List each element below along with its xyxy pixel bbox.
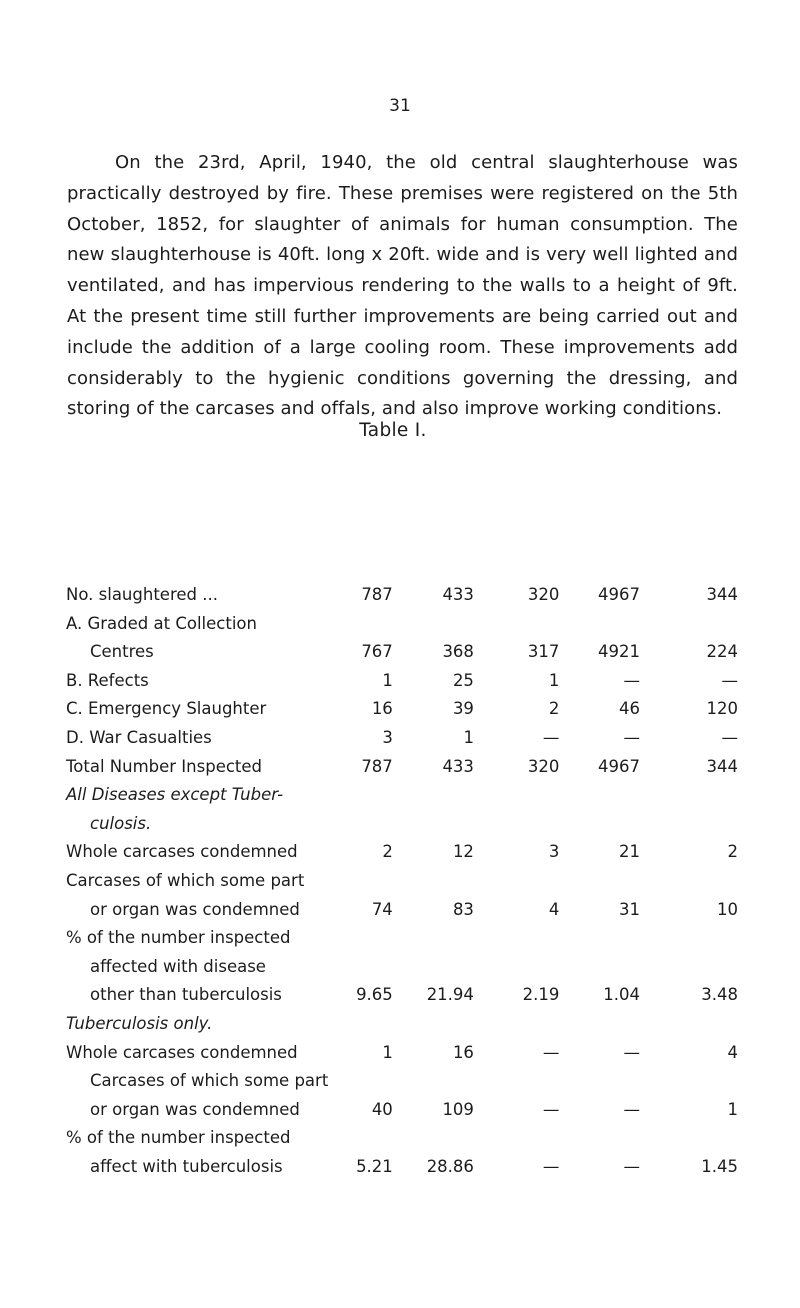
row-label: Total Number Inspected: [66, 756, 263, 776]
cell-col-4: —: [623, 670, 640, 690]
row-label: All Diseases except Tuber-: [66, 785, 284, 805]
cell-col-1: 5.21: [356, 1156, 393, 1176]
cell-col-2: 12: [452, 842, 474, 862]
cell-col-4: [559, 1010, 640, 1039]
cell-col-3: [474, 1010, 559, 1039]
slaughter-inspection-table: [66, 581, 738, 1181]
cell-col-1: 767: [361, 642, 393, 662]
cell-col-3: [474, 610, 559, 639]
cell-col-3: 3: [548, 842, 560, 862]
cell-col-5: 120: [706, 699, 738, 719]
cell-col-3: —: [542, 1156, 560, 1176]
cell-col-2: 83: [452, 899, 474, 919]
cell-col-2: [393, 867, 474, 896]
cell-col-4: [559, 610, 640, 639]
cell-col-5: 2: [727, 842, 738, 862]
cell-col-4: 4967: [597, 585, 640, 604]
table-row: [66, 867, 738, 896]
row-label: or organ was condemned: [90, 1099, 300, 1119]
cell-col-5: [640, 810, 738, 839]
cell-col-2: 39: [452, 699, 474, 719]
cell-col-5: —: [721, 670, 738, 690]
cell-col-1: 3: [382, 727, 393, 747]
cell-col-4: —: [623, 727, 640, 747]
row-label: affect with tuberculosis: [90, 1156, 283, 1176]
table-row: [66, 981, 738, 1010]
row-label: Carcases of which some part: [90, 1071, 329, 1091]
cell-col-3: —: [542, 727, 560, 747]
table-row: [66, 896, 738, 925]
table-row: [66, 924, 738, 953]
cell-col-2: 433: [442, 756, 474, 776]
cell-col-3: [474, 1067, 559, 1096]
row-label: Whole carcases condemned: [66, 842, 298, 862]
cell-col-1: 787: [361, 585, 393, 604]
cell-col-4: [559, 1067, 640, 1096]
cell-col-3: 320: [527, 585, 560, 604]
row-label: Whole carcases condemned: [66, 1042, 298, 1062]
cell-col-3: 2.19: [522, 985, 560, 1005]
cell-col-2: [393, 610, 474, 639]
cell-col-2: 1: [463, 727, 474, 747]
cell-col-3: [474, 1124, 559, 1153]
intro-paragraph: On the 23rd, April, 1940, the old central slaughterhouse was practically destroyed by fire. These premises were registered on the 5th October, 1852, for slaughter of animals for human consumption. The new slaughterhouse is 40ft. long x 20ft. wide and is very well lighted and ventilated, and has impervious rendering to the walls to a height of 9ft. At the present time still further improvements are being carried out and include the addition of a large cooling room. These improvements add considerably to the hygienic conditions governing the dressing, and storing of the carcases and offals, and also improve working conditions.: [67, 152, 738, 420]
cell-col-1: 16: [371, 699, 393, 719]
cell-col-1: 74: [371, 899, 393, 919]
cell-col-1: [334, 953, 393, 982]
cell-col-5: 3.48: [701, 985, 738, 1005]
table-row: [66, 1067, 738, 1096]
cell-col-2: [393, 1010, 474, 1039]
page-number: 31: [389, 96, 411, 116]
cell-col-3: [474, 867, 559, 896]
cell-col-5: 224: [706, 642, 738, 662]
cell-col-2: [393, 953, 474, 982]
cell-col-4: [559, 953, 640, 982]
cell-col-5: 1: [727, 1099, 738, 1119]
row-label: % of the number inspected: [66, 1128, 291, 1148]
row-label: C. Emergency Slaughter: [66, 699, 267, 719]
cell-col-2: [393, 1067, 474, 1096]
table-row: [66, 1096, 738, 1125]
cell-col-5: [640, 924, 738, 953]
row-label: D. War Casualties: [66, 727, 212, 747]
cell-col-5: [640, 1010, 738, 1039]
cell-col-3: 317: [527, 642, 560, 662]
cell-col-1: 2: [382, 842, 393, 862]
row-label: or organ was condemned: [90, 899, 300, 919]
cell-col-2: [393, 781, 474, 810]
cell-col-4: [559, 867, 640, 896]
cell-col-2: 28.86: [426, 1156, 474, 1176]
row-label: Centres: [90, 642, 154, 662]
cell-col-3: [474, 924, 559, 953]
table-row: [66, 667, 738, 696]
row-label: culosis.: [90, 813, 152, 833]
cell-col-5: —: [721, 727, 738, 747]
cell-col-3: [474, 810, 559, 839]
row-label: % of the number inspected: [66, 928, 291, 948]
cell-col-1: [334, 1124, 393, 1153]
cell-col-3: —: [542, 1042, 560, 1062]
table-row: [66, 953, 738, 982]
table-row: [66, 724, 738, 753]
cell-col-2: 16: [452, 1042, 474, 1062]
cell-col-5: [640, 781, 738, 810]
cell-col-5: [640, 610, 738, 639]
row-label: B. Refects: [66, 670, 149, 690]
row-label: A. Graded at Collection: [66, 613, 257, 633]
cell-col-5: 10: [717, 899, 738, 919]
table-row: [66, 1039, 738, 1068]
cell-col-3: —: [542, 1099, 560, 1119]
cell-col-5: [640, 867, 738, 896]
cell-col-2: [393, 924, 474, 953]
cell-col-3: [474, 953, 559, 982]
table-row: [66, 753, 738, 782]
cell-col-4: 31: [618, 899, 640, 919]
cell-col-5: [640, 1124, 738, 1153]
cell-col-4: [559, 1124, 640, 1153]
cell-col-4: 4967: [597, 756, 640, 776]
cell-col-5: [640, 953, 738, 982]
cell-col-1: [334, 867, 393, 896]
cell-col-4: —: [623, 1042, 640, 1062]
table-row: [66, 1010, 738, 1039]
cell-col-5: 344: [706, 585, 738, 604]
cell-col-3: 1: [548, 670, 560, 690]
cell-col-4: 4921: [597, 642, 640, 662]
row-label: No. slaughtered ...: [66, 585, 218, 604]
table-row: [66, 638, 738, 667]
cell-col-5: 1.45: [701, 1156, 738, 1176]
cell-col-1: 9.65: [356, 985, 393, 1005]
cell-col-2: 433: [442, 585, 474, 604]
cell-col-4: [559, 924, 640, 953]
table-row: [66, 1124, 738, 1153]
row-label: Carcases of which some part: [66, 870, 305, 890]
table-row: [66, 581, 738, 610]
cell-col-1: 1: [382, 670, 393, 690]
cell-col-1: 1: [382, 1042, 393, 1062]
cell-col-2: 21.94: [426, 985, 474, 1005]
cell-col-4: [559, 781, 640, 810]
table-row: [66, 810, 738, 839]
cell-col-2: [393, 1124, 474, 1153]
cell-col-4: [559, 810, 640, 839]
cell-col-1: 787: [361, 756, 393, 776]
cell-col-4: 21: [618, 842, 640, 862]
cell-col-4: —: [623, 1156, 640, 1176]
cell-col-1: [334, 781, 393, 810]
cell-col-1: [334, 810, 393, 839]
row-label: Tuberculosis only.: [66, 1013, 213, 1033]
cell-col-5: 4: [727, 1042, 738, 1062]
cell-col-2: 25: [452, 670, 474, 690]
cell-col-3: 2: [548, 699, 560, 719]
cell-col-4: —: [623, 1099, 640, 1119]
table-row: [66, 610, 738, 639]
table-row: [66, 1153, 738, 1182]
cell-col-2: 109: [442, 1099, 474, 1119]
cell-col-1: [334, 924, 393, 953]
cell-col-1: [334, 1067, 393, 1096]
cell-col-1: [334, 1010, 393, 1039]
row-label: affected with disease: [90, 956, 266, 976]
row-label: other than tuberculosis: [90, 985, 282, 1005]
cell-col-3: 4: [548, 899, 560, 919]
table-title: Table I.: [359, 420, 427, 441]
cell-col-2: 368: [442, 642, 474, 662]
cell-col-2: [393, 810, 474, 839]
cell-col-5: [640, 1067, 738, 1096]
table-row: [66, 781, 738, 810]
cell-col-3: 320: [527, 756, 560, 776]
table-row: [66, 695, 738, 724]
table-row: [66, 838, 738, 867]
cell-col-4: 1.04: [603, 985, 640, 1005]
cell-col-4: 46: [618, 699, 640, 719]
cell-col-5: 344: [706, 756, 738, 776]
cell-col-1: [334, 610, 393, 639]
cell-col-1: 40: [371, 1099, 393, 1119]
cell-col-3: [474, 781, 559, 810]
